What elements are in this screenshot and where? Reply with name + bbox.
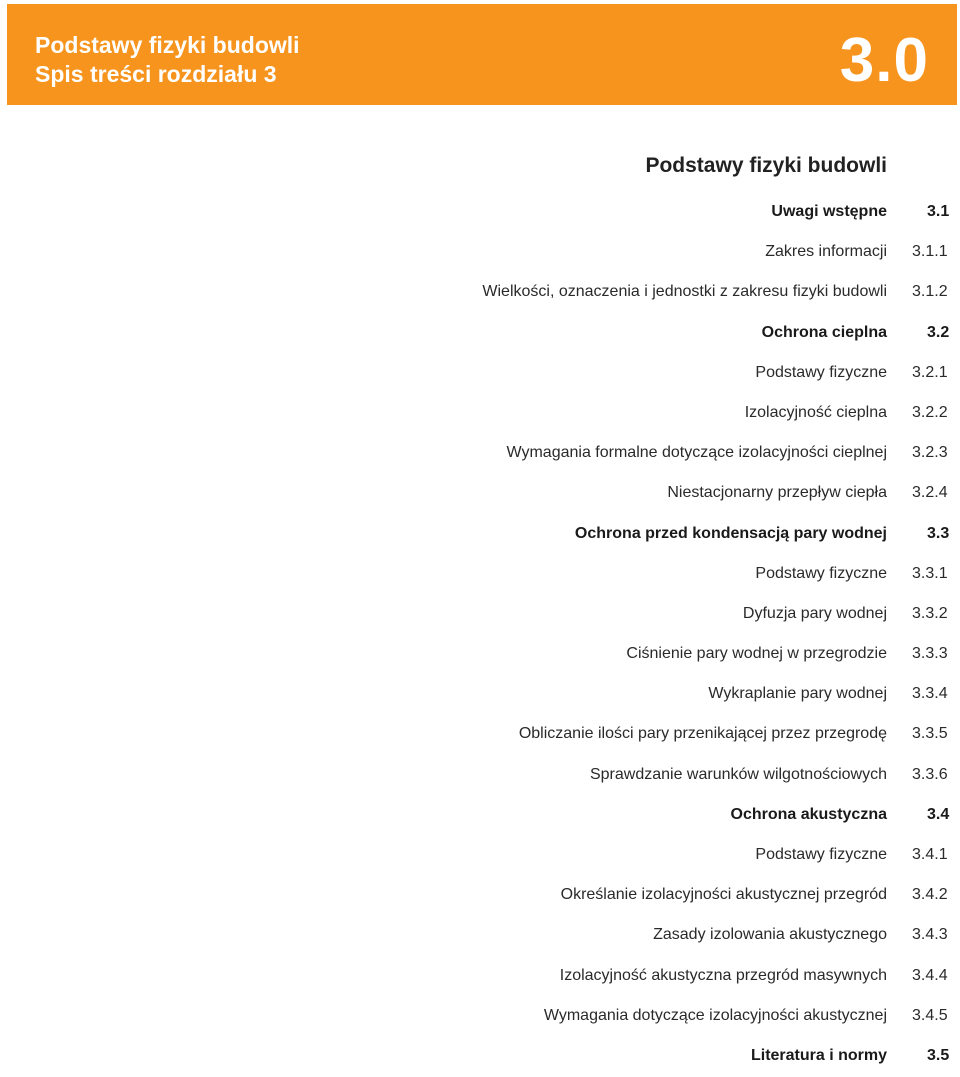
toc-entry-number: 3.3 bbox=[927, 524, 950, 542]
toc-entry-title: Literatura i normy bbox=[750, 1046, 887, 1064]
toc-section-entry[interactable] bbox=[0, 1037, 960, 1077]
toc-entry-title: Izolacyjność cieplna bbox=[744, 403, 887, 421]
toc-subsection-entry[interactable] bbox=[0, 756, 960, 796]
toc-section-entry[interactable] bbox=[0, 193, 960, 233]
toc-subsection-entry[interactable] bbox=[0, 354, 960, 394]
toc-subsection-entry[interactable] bbox=[0, 957, 960, 997]
toc-entry-title: Zasady izolowania akustycznego bbox=[653, 926, 887, 944]
toc-subsection-entry[interactable] bbox=[0, 876, 960, 916]
toc-entry-number: 3.3.4 bbox=[912, 685, 948, 703]
toc-entry-title: Uwagi wstępne bbox=[771, 203, 887, 220]
toc-entry-number: 3.4.3 bbox=[912, 926, 948, 944]
toc-entry-title: Ochrona cieplna bbox=[761, 323, 887, 341]
toc-subsection-entry[interactable] bbox=[0, 273, 960, 313]
toc-subsection-entry[interactable] bbox=[0, 434, 960, 474]
toc-entry-number: 3.2 bbox=[927, 323, 950, 341]
toc-entry-number: 3.4.2 bbox=[912, 886, 948, 904]
toc-entry-number: 3.3.3 bbox=[912, 645, 948, 663]
toc-subsection-entry[interactable] bbox=[0, 916, 960, 956]
chapter-toc-title: Spis treści rozdziału 3 bbox=[35, 61, 277, 87]
toc-entry-title: Izolacyjność akustyczna przegród masywnych bbox=[559, 966, 887, 984]
toc-entry-title: Podstawy fizyczne bbox=[755, 564, 887, 582]
toc-entry-title: Wykraplanie pary wodnej bbox=[708, 685, 887, 703]
toc-entry-number: 3.1 bbox=[927, 203, 950, 220]
toc-entry-number: 3.4.1 bbox=[912, 846, 948, 863]
toc-subsection-entry[interactable] bbox=[0, 394, 960, 434]
toc-subsection-entry[interactable] bbox=[0, 555, 960, 595]
toc-entry-number: 3.3.6 bbox=[912, 765, 948, 783]
toc-subsection-entry[interactable] bbox=[0, 997, 960, 1037]
toc-entry-title: Wymagania dotyczące izolacyjności akustycznej bbox=[543, 1006, 887, 1024]
toc-entry-number: 3.3.5 bbox=[912, 725, 948, 743]
toc-entry-title: Wielkości, oznaczenia i jednostki z zakresu fizyki budowli bbox=[482, 283, 887, 301]
toc-entry-title: Dyfuzja pary wodnej bbox=[742, 604, 887, 622]
toc-entry-number: 3.4.4 bbox=[912, 966, 948, 984]
toc-entry-number: 3.1.1 bbox=[912, 243, 948, 261]
toc-subsection-entry[interactable] bbox=[0, 233, 960, 273]
table-of-contents bbox=[0, 193, 960, 1077]
toc-subsection-entry[interactable] bbox=[0, 635, 960, 675]
toc-entry-number: 3.2.1 bbox=[912, 363, 948, 381]
toc-entry-number: 3.2.4 bbox=[912, 484, 948, 502]
toc-entry-title: Zakres informacji bbox=[765, 243, 887, 261]
chapter-header-banner bbox=[7, 4, 957, 105]
toc-entry-title: Określanie izolacyjności akustycznej przegród bbox=[560, 886, 887, 904]
toc-entry-number: 3.5 bbox=[927, 1046, 950, 1064]
toc-entry-title: Obliczanie ilości pary przenikającej przez przegrodę bbox=[518, 725, 887, 743]
toc-entry-number: 3.3.1 bbox=[912, 564, 948, 582]
toc-entry-number: 3.2.2 bbox=[912, 403, 948, 421]
toc-entry-title: Podstawy fizyczne bbox=[755, 846, 887, 863]
toc-subsection-entry[interactable] bbox=[0, 715, 960, 755]
toc-entry-title: Sprawdzanie warunków wilgotnościowych bbox=[589, 765, 887, 783]
toc-entry-title: Niestacjonarny przepływ ciepła bbox=[667, 484, 887, 502]
toc-subsection-entry[interactable] bbox=[0, 675, 960, 715]
toc-entry-number: 3.4.5 bbox=[912, 1006, 948, 1024]
toc-subsection-entry[interactable] bbox=[0, 836, 960, 876]
toc-entry-title: Ochrona przed kondensacją pary wodnej bbox=[574, 524, 887, 542]
toc-entry-title: Wymagania formalne dotyczące izolacyjności cieplnej bbox=[506, 444, 887, 462]
chapter-number: 3.0 bbox=[839, 26, 929, 95]
toc-entry-number: 3.4 bbox=[927, 805, 950, 823]
toc-entry-title: Ciśnienie pary wodnej w przegrodzie bbox=[626, 645, 887, 663]
toc-entry-number: 3.1.2 bbox=[912, 283, 948, 301]
chapter-header-title bbox=[35, 31, 300, 89]
toc-section-entry[interactable] bbox=[0, 515, 960, 555]
toc-subsection-entry[interactable] bbox=[0, 595, 960, 635]
toc-entry-number: 3.2.3 bbox=[912, 444, 948, 462]
toc-entry-title: Podstawy fizyczne bbox=[755, 363, 887, 381]
toc-entry-number: 3.3.2 bbox=[912, 604, 948, 622]
toc-subsection-entry[interactable] bbox=[0, 474, 960, 514]
toc-heading: Podstawy fizyki budowli bbox=[645, 154, 887, 177]
toc-section-entry[interactable] bbox=[0, 796, 960, 836]
book-title: Podstawy fizyki budowli bbox=[35, 32, 300, 58]
toc-section-entry[interactable] bbox=[0, 314, 960, 354]
toc-entry-title: Ochrona akustyczna bbox=[730, 805, 887, 823]
